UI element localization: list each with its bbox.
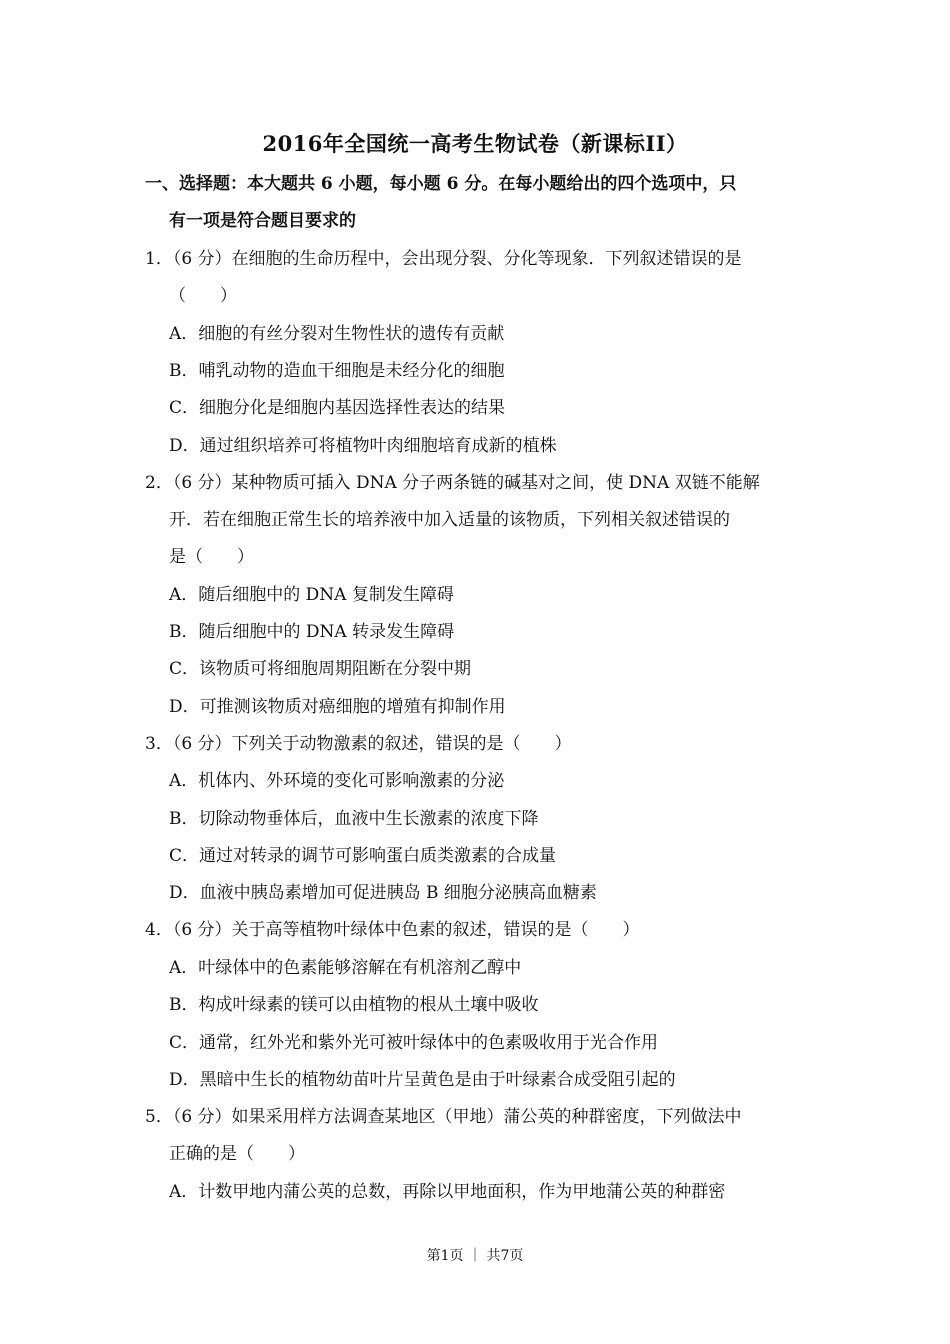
option-c: C．通常，红外光和紫外光可被叶绿体中的色素吸收用于光合作用 [169, 1033, 659, 1053]
option-a: A．机体内、外环境的变化可影响激素的分泌 [169, 771, 505, 791]
question-stem: 2．（6 分）某种物质可插入 DNA 分子两条链的碱基对之间，使 DNA 双链不能解 [145, 473, 760, 493]
option-b: B．随后细胞中的 DNA 转录发生障碍 [169, 622, 455, 642]
section-heading-line-2: 有一项是符合题目要求的 [169, 211, 356, 231]
question-stem: 4．（6 分）关于高等植物叶绿体中色素的叙述，错误的是（ ） [145, 920, 640, 940]
question-stem-continued: 正确的是（ ） [169, 1144, 305, 1164]
option-c: C．该物质可将细胞周期阻断在分裂中期 [169, 659, 472, 679]
option-a: A．计数甲地内蒲公英的总数，再除以甲地面积，作为甲地蒲公英的种群密 [169, 1182, 726, 1202]
option-d: D．黑暗中生长的植物幼苗叶片呈黄色是由于叶绿素合成受阻引起的 [169, 1070, 676, 1090]
section-heading-line-1: 一、选择题：本大题共 6 小题，每小题 6 分。在每小题给出的四个选项中，只 [145, 174, 737, 194]
option-a: A．叶绿体中的色素能够溶解在有机溶剂乙醇中 [169, 958, 522, 978]
option-b: B．构成叶绿素的镁可以由植物的根从土壤中吸收 [169, 995, 539, 1015]
option-c: C．通过对转录的调节可影响蛋白质类激素的合成量 [169, 846, 557, 866]
question-stem-continued: （ ） [169, 286, 237, 306]
option-d: D．可推测该物质对癌细胞的增殖有抑制作用 [169, 697, 506, 717]
page-title: 2016年全国统一高考生物试卷（新课标II） [262, 131, 688, 156]
option-d: D．血液中胰岛素增加可促进胰岛 B 细胞分泌胰高血糖素 [169, 883, 597, 903]
question-stem: 5．（6 分）如果采用样方法调查某地区（甲地）蒲公英的种群密度，下列做法中 [145, 1107, 742, 1127]
option-c: C．细胞分化是细胞内基因选择性表达的结果 [169, 398, 506, 418]
option-b: B．切除动物垂体后，血液中生长激素的浓度下降 [169, 809, 539, 829]
question-stem-continued: 开．若在细胞正常生长的培养液中加入适量的该物质，下列相关叙述错误的 [169, 510, 730, 530]
option-b: B．哺乳动物的造血干细胞是未经分化的细胞 [169, 361, 505, 381]
question-stem-continued: 是（ ） [169, 547, 254, 567]
question-stem: 1．（6 分）在细胞的生命历程中，会出现分裂、分化等现象．下列叙述错误的是 [145, 249, 742, 269]
option-a: A．随后细胞中的 DNA 复制发生障碍 [169, 585, 454, 605]
page-footer: 第1页 ｜ 共7页 [426, 1248, 524, 1264]
option-a: A．细胞的有丝分裂对生物性状的遗传有贡献 [169, 324, 505, 344]
section-heading [145, 166, 815, 240]
question-stem: 3．（6 分）下列关于动物激素的叙述，错误的是（ ） [145, 734, 572, 754]
option-d: D．通过组织培养可将植物叶肉细胞培育成新的植株 [169, 436, 557, 456]
